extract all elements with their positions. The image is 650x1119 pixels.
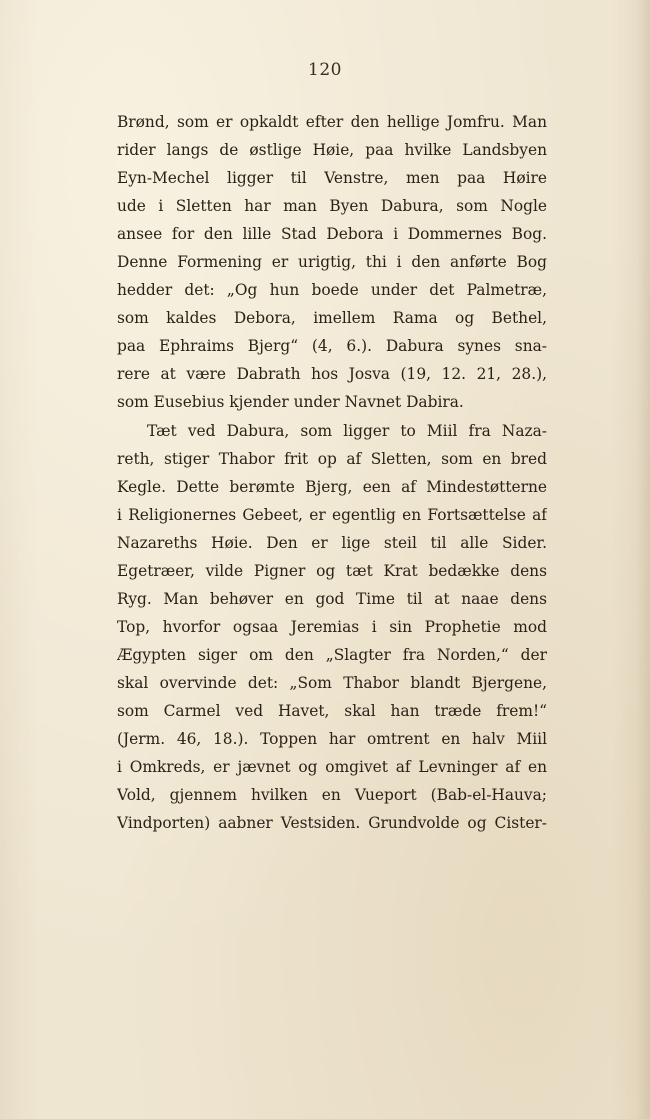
text-line: Nazareths Høie. Den er lige steil til alle Sider. xyxy=(117,533,547,552)
text-line: Kegle. Dette berømte Bjerg, een af Mindestøtterne xyxy=(117,477,547,496)
text-line: som kaldes Debora, imellem Rama og Bethel, xyxy=(117,309,547,328)
text-line: Ægypten siger om den „Slagter fra Norden,“ der xyxy=(117,645,547,664)
text-line: Egetræer, vilde Pigner og tæt Krat bedække dens xyxy=(117,561,547,580)
text-line: i Omkreds, er jævnet og omgivet af Levninger af en xyxy=(117,758,547,777)
text-line: hedder det: „Og hun boede under det Palmetræ, xyxy=(117,281,547,300)
text-line: Ryg. Man behøver en god Time til at naae dens xyxy=(117,589,547,608)
text-line: rere at være Dabrath hos Josva (19, 12. 21, 28.), xyxy=(117,365,547,384)
text-line: Tæt ved Dabura, som ligger to Miil fra Naza- xyxy=(147,421,547,440)
text-line: skal overvinde det: „Som Thabor blandt Bjergene, xyxy=(117,673,547,692)
text-line: rider langs de østlige Høie, paa hvilke Landsbyen xyxy=(117,141,547,160)
text-line: Eyn-Mechel ligger til Venstre, men paa Høire xyxy=(117,169,547,188)
page-edge-shadow xyxy=(636,0,650,1119)
text-line: Vold, gjennem hvilken en Vueport (Bab-el-Hauva; xyxy=(117,786,547,805)
text-line: (Jerm. 46, 18.). Toppen har omtrent en halv Miil xyxy=(117,730,547,749)
text-line: som Carmel ved Havet, skal han træde frem!“ xyxy=(117,701,547,720)
text-line: ansee for den lille Stad Debora i Dommernes Bog. xyxy=(117,225,547,244)
text-line: som Eusebius kjender under Navnet Dabira. xyxy=(117,393,464,412)
text-line: i Religionernes Gebeet, er egentlig en Fortsættelse af xyxy=(117,505,547,524)
text-line: Top, hvorfor ogsaa Jeremias i sin Prophetie mod xyxy=(117,617,547,636)
page-number: 120 xyxy=(308,60,342,80)
text-line: paa Ephraims Bjerg“ (4, 6.). Dabura synes sna- xyxy=(117,337,547,356)
text-line: Vindporten) aabner Vestsiden. Grundvolde og Cister- xyxy=(117,814,547,833)
text-line: ude i Sletten har man Byen Dabura, som Nogle xyxy=(117,197,547,216)
text-line: Brønd, som er opkaldt efter den hellige Jomfru. Man xyxy=(117,113,547,131)
body-text xyxy=(117,108,547,837)
text-line: reth, stiger Thabor frit op af Sletten, som en bred xyxy=(117,449,547,468)
text-line: Denne Formening er urigtig, thi i den anførte Bog xyxy=(117,253,547,272)
